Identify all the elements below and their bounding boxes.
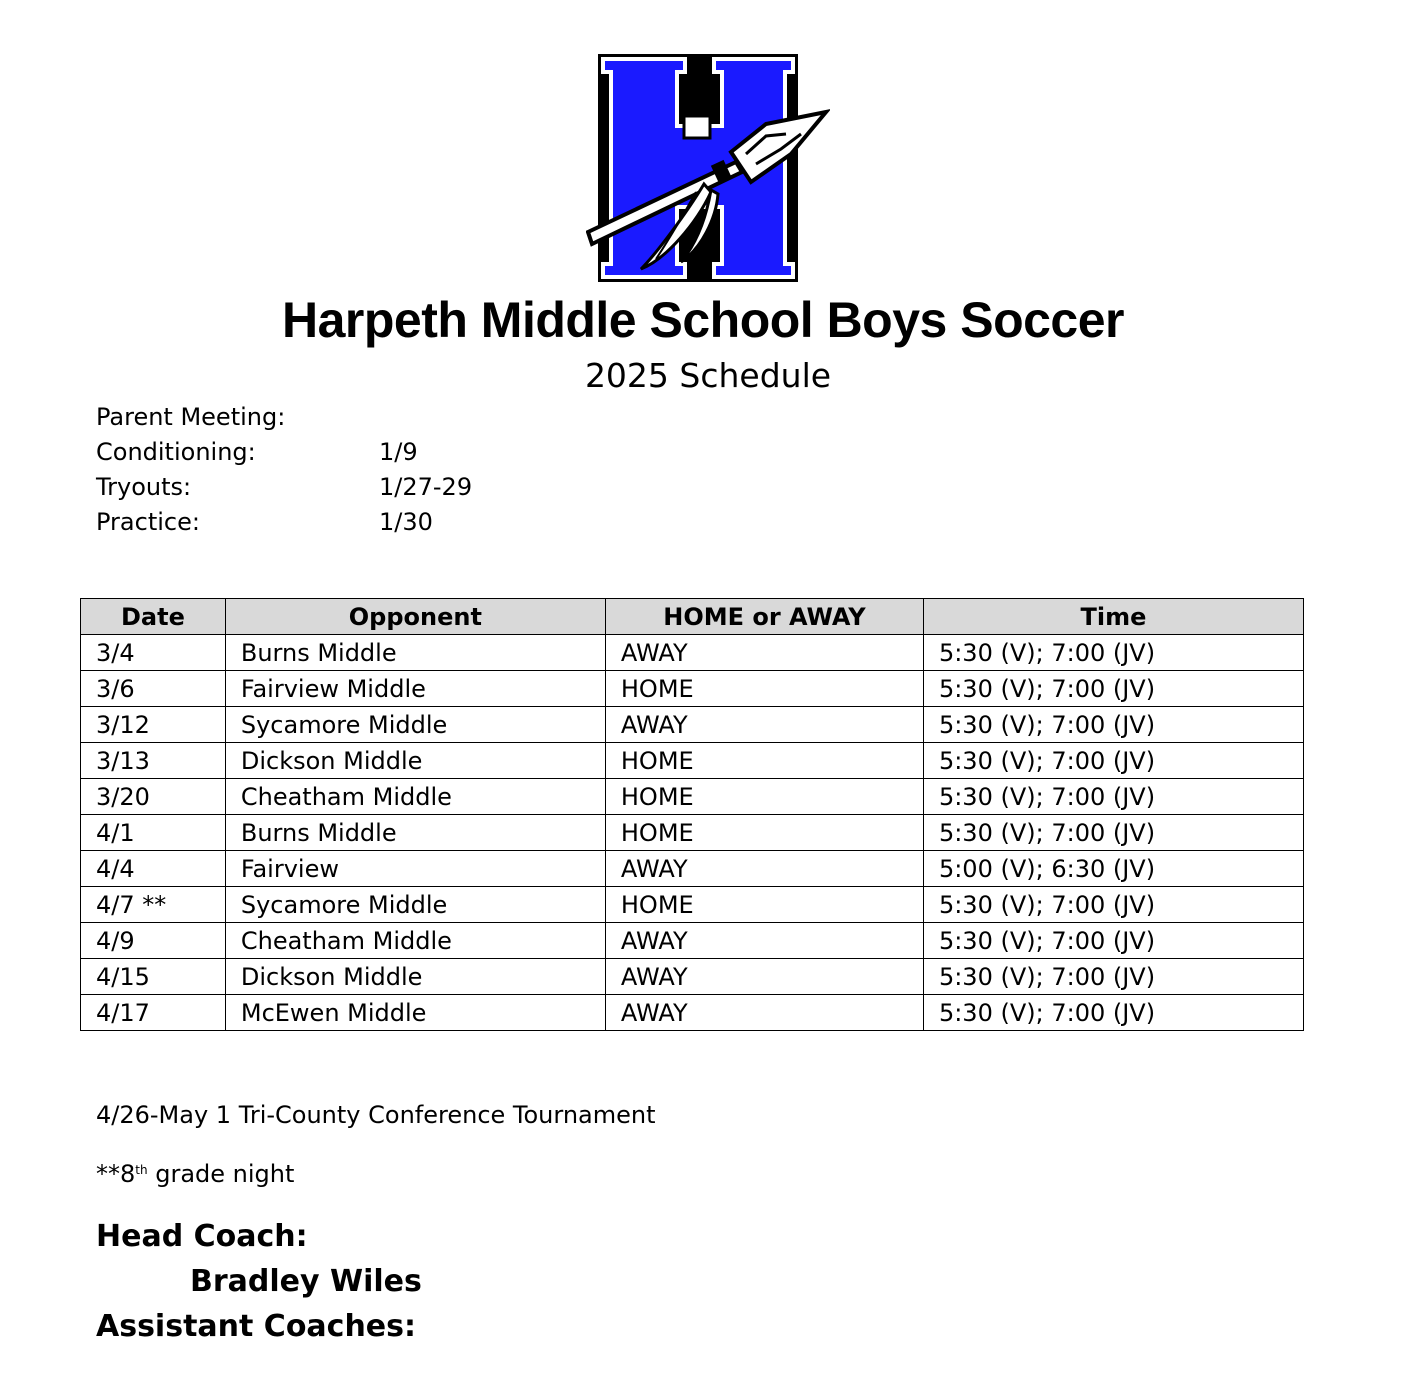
info-value: 1/27-29 [379,473,473,501]
table-row [81,959,1304,995]
cell-date: 3/4 [81,635,226,671]
cell-opponent: Fairview Middle [225,671,605,707]
tournament-note: 4/26-May 1 Tri-County Conference Tournament [96,1101,656,1129]
schedule-table [80,598,1304,1031]
cell-opponent: Sycamore Middle [225,887,605,923]
grade-night-suffix: grade night [147,1160,295,1188]
table-row [81,923,1304,959]
column-header-date: Date [81,599,226,635]
table-row [81,851,1304,887]
info-value: 1/30 [379,508,433,536]
cell-home-away: HOME [605,743,923,779]
key-dates [96,400,472,540]
page-subtitle: 2025 Schedule [584,356,832,395]
table-row [81,995,1304,1031]
cell-time: 5:30 (V); 7:00 (JV) [923,779,1303,815]
cell-date: 4/9 [81,923,226,959]
table-row [81,779,1304,815]
cell-opponent: Burns Middle [225,635,605,671]
cell-time: 5:30 (V); 7:00 (JV) [923,995,1303,1031]
cell-time: 5:30 (V); 7:00 (JV) [923,743,1303,779]
cell-date: 3/13 [81,743,226,779]
cell-home-away: HOME [605,887,923,923]
cell-home-away: AWAY [605,959,923,995]
info-label: Tryouts: [96,473,192,501]
cell-home-away: AWAY [605,923,923,959]
assistant-coaches-label: Assistant Coaches: [96,1309,417,1344]
table-row [81,887,1304,923]
info-row-tryouts [96,470,472,505]
cell-home-away: AWAY [605,995,923,1031]
page-title: Harpeth Middle School Boys Soccer [281,292,1125,348]
info-row-practice [96,505,472,540]
cell-date: 4/1 [81,815,226,851]
cell-home-away: AWAY [605,635,923,671]
cell-time: 5:30 (V); 7:00 (JV) [923,707,1303,743]
cell-home-away: AWAY [605,851,923,887]
cell-opponent: Dickson Middle [225,743,605,779]
cell-opponent: Fairview [225,851,605,887]
info-row-parent-meeting [96,400,472,435]
cell-home-away: HOME [605,671,923,707]
cell-date: 3/6 [81,671,226,707]
grade-night-superscript: th [135,1163,148,1177]
cell-opponent: Sycamore Middle [225,707,605,743]
cell-time: 5:30 (V); 7:00 (JV) [923,635,1303,671]
table-row [81,671,1304,707]
cell-date: 4/7 ** [81,887,226,923]
cell-home-away: HOME [605,815,923,851]
info-label: Parent Meeting: [96,403,286,431]
grade-night-prefix: **8 [96,1160,136,1188]
column-header-time: Time [923,599,1303,635]
cell-opponent: Cheatham Middle [225,779,605,815]
column-header-opponent: Opponent [225,599,605,635]
cell-date: 3/12 [81,707,226,743]
cell-home-away: AWAY [605,707,923,743]
cell-opponent: Dickson Middle [225,959,605,995]
cell-date: 3/20 [81,779,226,815]
h-center-square [684,116,710,138]
table-row [81,707,1304,743]
head-coach-name: Bradley Wiles [190,1264,422,1299]
info-row-conditioning [96,435,472,470]
head-coach-label: Head Coach: [96,1219,308,1254]
info-label: Practice: [96,508,200,536]
grade-night-note [96,1157,294,1191]
cell-opponent: Cheatham Middle [225,923,605,959]
cell-opponent: Burns Middle [225,815,605,851]
table-row [81,815,1304,851]
info-label: Conditioning: [96,438,256,466]
cell-time: 5:30 (V); 7:00 (JV) [923,887,1303,923]
info-value: 1/9 [379,438,418,466]
table-row [81,635,1304,671]
harpeth-logo [586,54,830,282]
cell-date: 4/4 [81,851,226,887]
cell-opponent: McEwen Middle [225,995,605,1031]
cell-time: 5:30 (V); 7:00 (JV) [923,671,1303,707]
cell-date: 4/17 [81,995,226,1031]
cell-time: 5:30 (V); 7:00 (JV) [923,959,1303,995]
table-header-row [81,599,1304,635]
cell-home-away: HOME [605,779,923,815]
cell-date: 4/15 [81,959,226,995]
cell-time: 5:30 (V); 7:00 (JV) [923,815,1303,851]
column-header-home-away: HOME or AWAY [605,599,923,635]
cell-time: 5:00 (V); 6:30 (JV) [923,851,1303,887]
table-row [81,743,1304,779]
cell-time: 5:30 (V); 7:00 (JV) [923,923,1303,959]
